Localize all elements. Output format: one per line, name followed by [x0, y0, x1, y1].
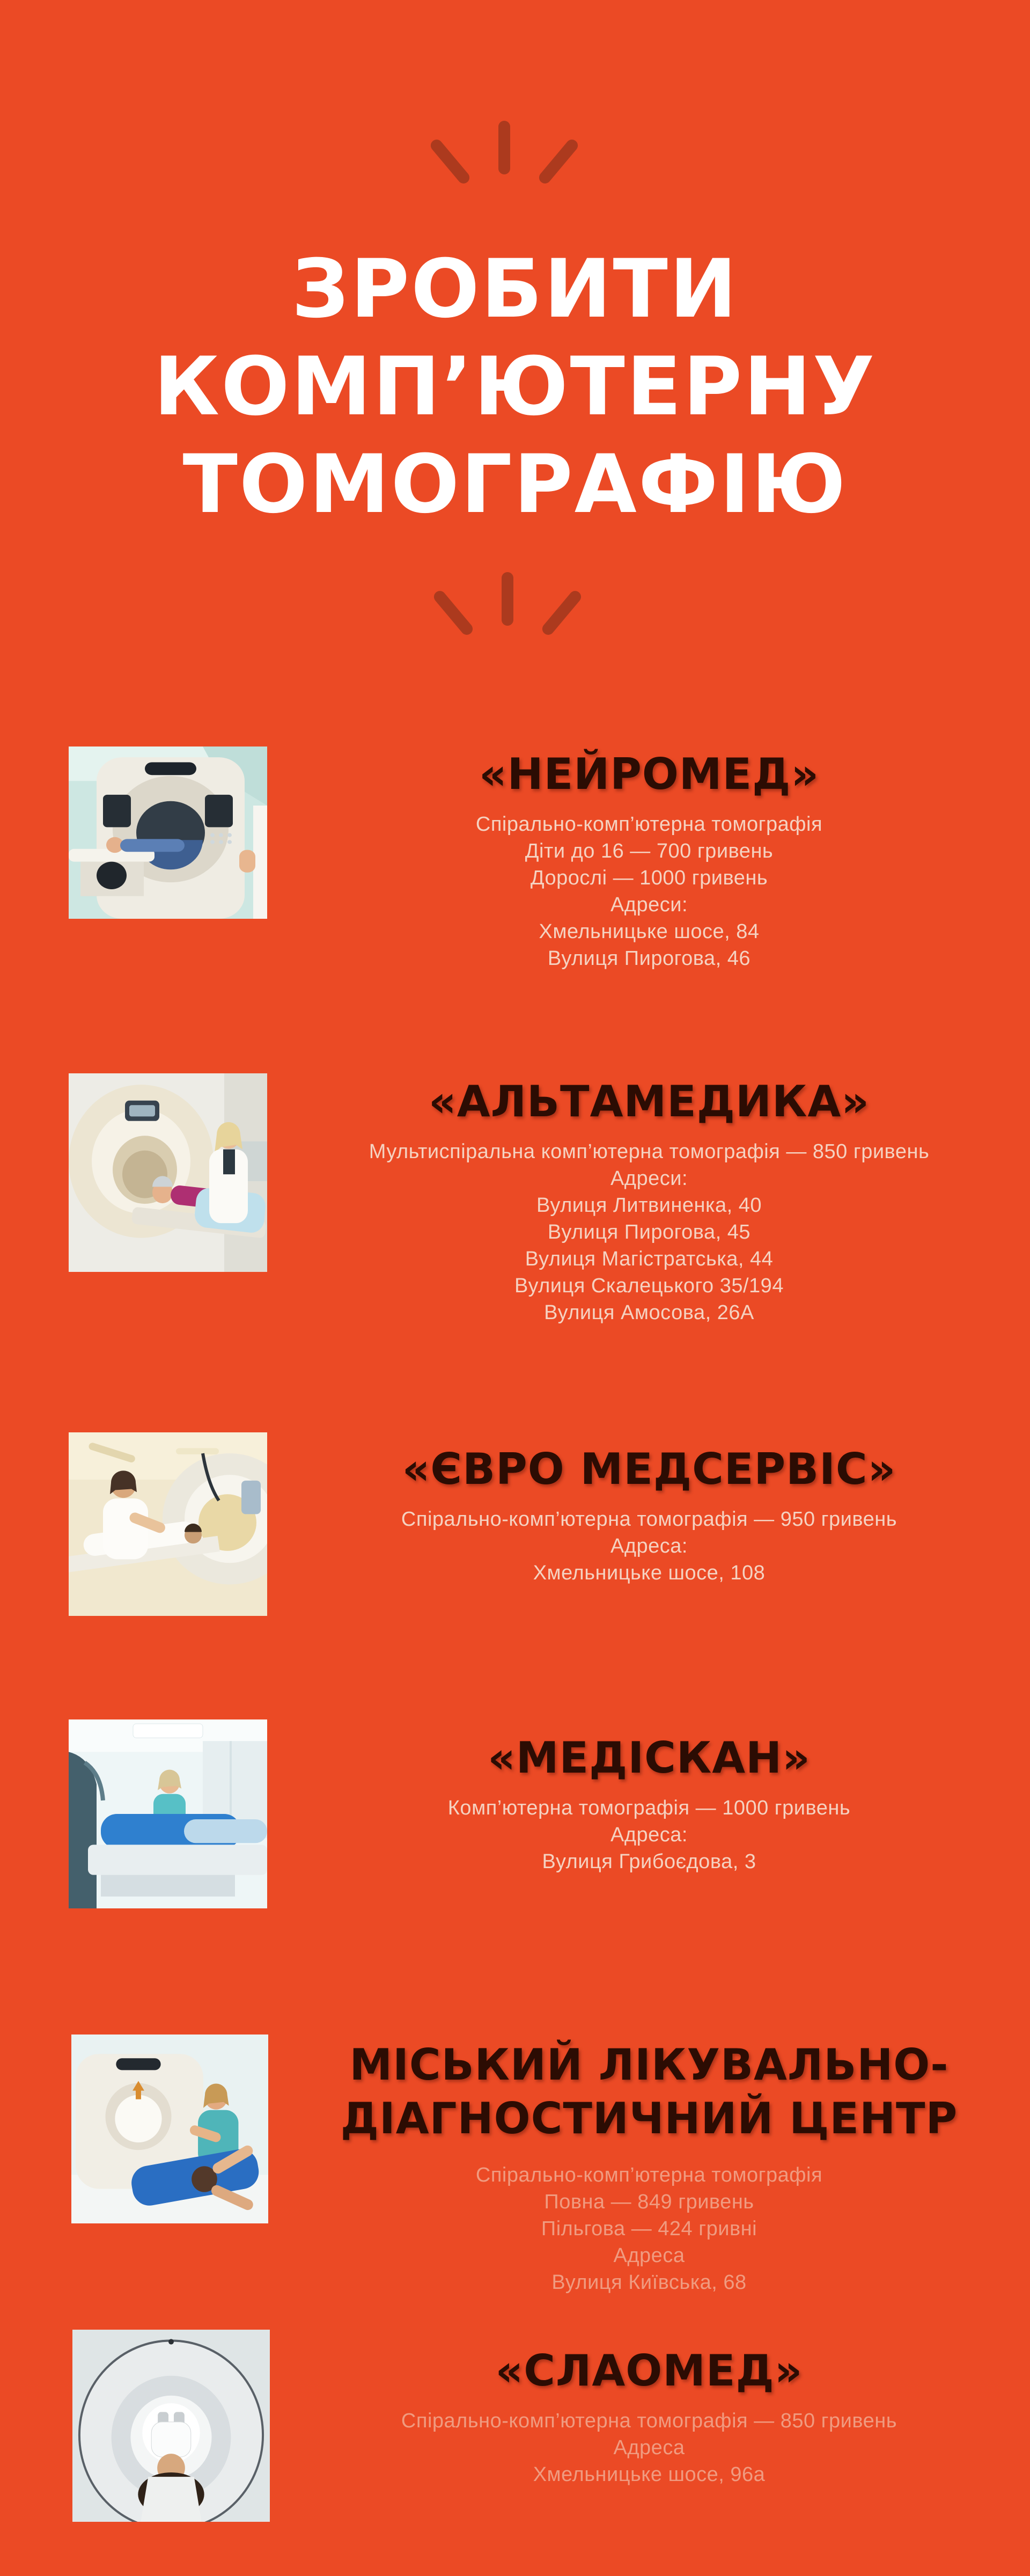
section-title [290, 1731, 1009, 1785]
ct-scanner-illustration [69, 1432, 267, 1616]
title-line: ТОМОГРАФІЮ [182, 438, 848, 531]
section-title [290, 2344, 1009, 2398]
section-details [290, 811, 1009, 972]
detail-line: Спірально-комп’ютерна томографія [475, 813, 823, 836]
section-title [290, 2038, 1009, 2146]
section-photo-slaomed [72, 2330, 270, 2522]
section-details [290, 1138, 1009, 1326]
ray-stroke [540, 589, 583, 638]
detail-line: Мультиспіральна комп’ютерна томографія — 850 гривень [369, 1140, 930, 1163]
section-altamedika [290, 1075, 1009, 1326]
detail-line: Адреса: [610, 1824, 688, 1846]
detail-line: Вулиця Амосова, 26А [544, 1301, 754, 1324]
section-slaomed [290, 2344, 1009, 2488]
section-photo-neuromed [69, 747, 267, 919]
section-photo-mldc [71, 2035, 268, 2223]
title-line: ЗРОБИТИ [291, 243, 739, 336]
sunburst-top-icon [429, 121, 579, 196]
section-photo-mediskan [69, 1719, 267, 1908]
section-details [290, 2407, 1009, 2488]
ray-stroke [428, 137, 472, 186]
ct-scanner-illustration [69, 747, 267, 919]
detail-line: Вулиця Скалецького 35/194 [514, 1275, 784, 1297]
ray-stroke [431, 589, 475, 638]
section-title [290, 1443, 1009, 1496]
section-mediskan [290, 1731, 1009, 1875]
detail-line: Адреси: [610, 894, 688, 916]
section-photo-altamedika [69, 1073, 267, 1272]
section-photo-euro-medservis [69, 1432, 267, 1616]
section-title-line: МІСЬКИЙ ЛІКУВАЛЬНО- [349, 2040, 949, 2090]
detail-line: Адреси: [610, 1167, 688, 1190]
detail-line: Хмельницьке шосе, 108 [533, 1562, 766, 1584]
detail-line: Хмельницьке шосе, 96а [533, 2463, 766, 2486]
section-title-line: ДІАГНОСТИЧНИЙ ЦЕНТР [340, 2094, 958, 2143]
detail-line: Вулиця Грибоєдова, 3 [542, 1850, 756, 1873]
title-line: КОМП’ЮТЕРНУ [153, 340, 877, 434]
section-euro-medservis [290, 1443, 1009, 1586]
sunburst-bottom-icon [432, 572, 583, 647]
ct-scanner-illustration [71, 2035, 268, 2223]
detail-line: Адреса [613, 2244, 685, 2267]
section-title [290, 1075, 1009, 1129]
section-title-line: «МЕДІСКАН» [488, 1733, 811, 1783]
ray-stroke [502, 572, 513, 626]
section-details [290, 1795, 1009, 1875]
detail-line: Дорослі — 1000 гривень [530, 867, 768, 889]
section-title-line: «ЄВРО МЕДСЕРВІС» [402, 1444, 896, 1494]
ct-scanner-illustration [69, 1719, 267, 1908]
detail-line: Пільгова — 424 гривні [541, 2218, 757, 2240]
section-title-line: «СЛАОМЕД» [495, 2346, 803, 2396]
detail-line: Спірально-комп’ютерна томографія [475, 2164, 823, 2186]
detail-line: Адреса [613, 2436, 685, 2459]
detail-line: Вулиця Магістратська, 44 [525, 1248, 774, 1270]
detail-line: Хмельницьке шосе, 84 [539, 920, 760, 943]
ct-scanner-illustration [72, 2330, 270, 2522]
section-title [290, 748, 1009, 801]
section-neuromed [290, 748, 1009, 972]
detail-line: Діти до 16 — 700 гривень [525, 840, 774, 862]
page-title [0, 240, 1030, 533]
section-details [290, 1506, 1009, 1586]
detail-line: Вулиця Київська, 68 [551, 2271, 747, 2294]
detail-line: Спірально-комп’ютерна томографія — 950 гривень [401, 1508, 897, 1531]
section-details [290, 2162, 1009, 2296]
detail-line: Адреса: [610, 1535, 688, 1557]
ray-stroke [498, 121, 510, 174]
section-mldc [290, 2038, 1009, 2296]
detail-line: Вулиця Литвиненка, 40 [536, 1194, 762, 1217]
ray-stroke [536, 137, 580, 186]
ct-scanner-illustration [69, 1073, 267, 1272]
detail-line: Комп’ютерна томографія — 1000 гривень [447, 1797, 851, 1819]
detail-line: Вулиця Пирогова, 46 [547, 947, 751, 970]
detail-line: Вулиця Пирогова, 45 [547, 1221, 751, 1243]
detail-line: Повна — 849 гривень [544, 2191, 754, 2213]
section-title-line: «АЛЬТАМЕДИКА» [429, 1077, 870, 1126]
detail-line: Спірально-комп’ютерна томографія — 850 гривень [401, 2410, 897, 2432]
section-title-line: «НЕЙРОМЕД» [479, 749, 820, 799]
